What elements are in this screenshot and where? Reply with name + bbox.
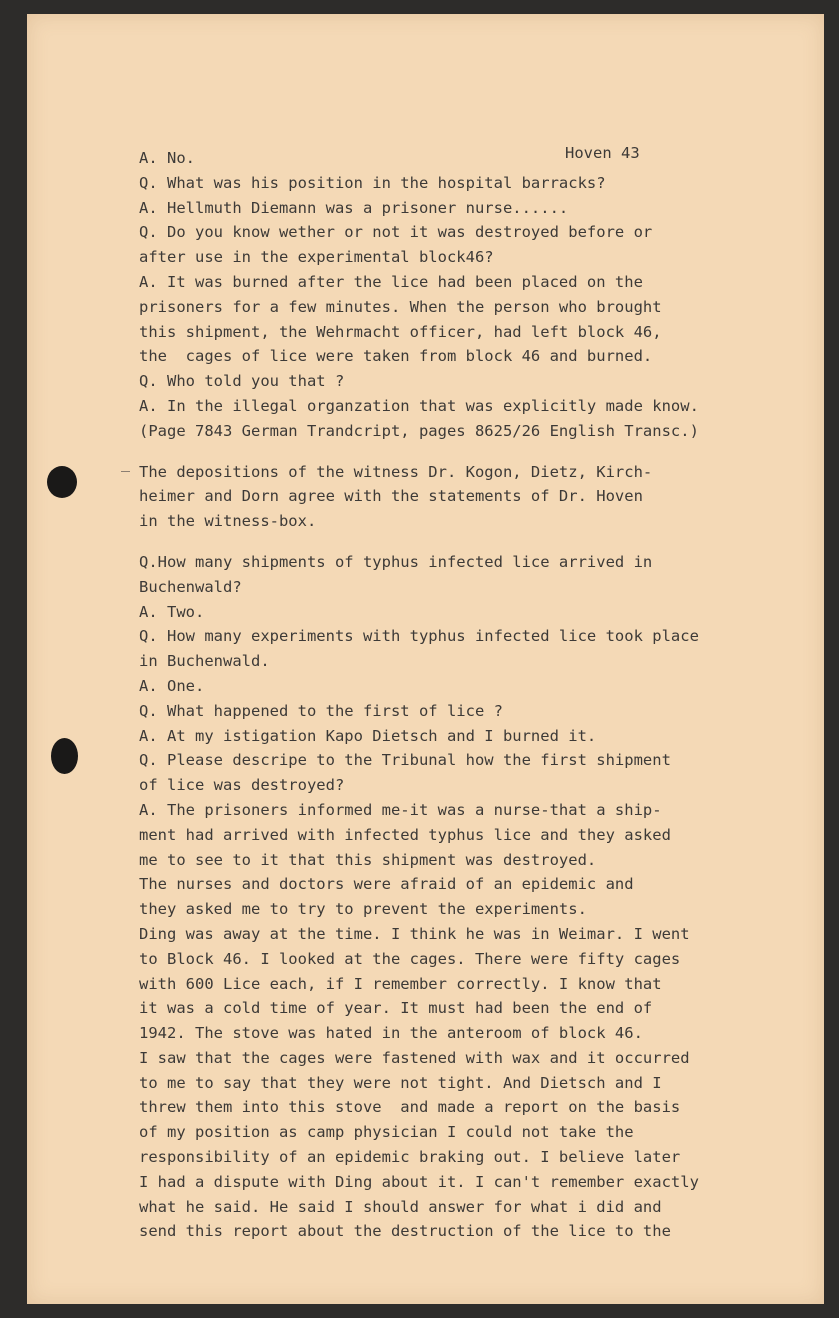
text-line: to me to say that they were not tight. And Dietsch and I [139,1073,662,1092]
text-line: The nurses and doctors were afraid of an epidemic and [139,875,634,894]
text-line: this shipment, the Wehrmacht officer, had left block 46, [139,322,662,341]
text-line: A. Two. [139,602,205,621]
text-line: A. No. [139,149,195,167]
text-line: me to see to it that this shipment was destroyed. [139,850,597,869]
text-line: what he said. He said I should answer for what i did and [139,1197,662,1216]
text-line: Q. What happened to the first of lice ? [139,701,503,720]
text-line: I saw that the cages were fastened with wax and it occurred [139,1048,690,1067]
text-line: in Buchenwald. [139,652,270,671]
text-line: 1942. The stove was hated in the anteroom of block 46. [139,1024,643,1043]
text-line: of lice was destroyed? [139,776,345,795]
paragraph-gap [139,444,699,460]
text-line: Q.How many shipments of typhus infected lice arrived in [139,552,653,571]
text-line: threw them into this stove and made a report on the basis [139,1098,681,1117]
text-line: I had a dispute with Ding about it. I can't remember exactly [139,1172,699,1191]
text-line: The depositions of the witness Dr. Kogon, Dietz, Kirch- [139,462,653,481]
text-line: after use in the experimental block46? [139,248,494,267]
text-line: in the witness-box. [139,512,317,531]
text-line: Q. What was his position in the hospital barracks? [139,173,606,192]
depositions-paragraph [139,460,699,534]
text-line: A. One. [139,676,205,695]
testimony-block-top [139,146,699,444]
text-line: A. It was burned after the lice had been placed on the [139,272,643,291]
text-line: Q. Who told you that ? [139,372,345,391]
text-line: Q. Please descripe to the Tribunal how the first shipment [139,751,671,770]
text-line: prisoners for a few minutes. When the person who brought [139,297,662,316]
text-line: the cages of lice were taken from block 46 and burned. [139,347,653,366]
text-line: (Page 7843 German Trandcript, pages 8625/26 English Transc.) [139,421,699,440]
typed-text [139,146,699,1244]
text-line: A. In the illegal organzation that was explicitly made know. [139,396,699,415]
paragraph-gap [139,534,699,550]
text-line: Q. Do you know wether or not it was destroyed before or [139,223,653,242]
text-line: heimer and Dorn agree with the statements of Dr. Hoven [139,487,643,506]
text-line: ment had arrived with infected typhus lice and they asked [139,825,671,844]
margin-mark [121,471,130,472]
text-line: of my position as camp physician I could not take the [139,1123,634,1142]
text-line: Buchenwald? [139,577,242,596]
text-line: they asked me to try to prevent the experiments. [139,900,587,919]
testimony-block-bottom [139,550,699,1244]
punch-hole-bottom [51,738,78,774]
text-line: Q. How many experiments with typhus infected lice took place [139,627,699,646]
text-line: responsibility of an epidemic braking out. I believe later [139,1148,681,1167]
page-reference: Hoven 43 [565,144,640,162]
text-line: send this report about the destruction of the lice to the [139,1222,671,1241]
text-line: with 600 Lice each, if I remember correctly. I know that [139,974,662,993]
text-line: it was a cold time of year. It must had been the end of [139,999,653,1018]
text-line: A. At my istigation Kapo Dietsch and I burned it. [139,726,597,745]
punch-hole-top [47,466,77,498]
text-line: A. The prisoners informed me-it was a nurse-that a ship- [139,800,662,819]
text-line: Ding was away at the time. I think he was in Weimar. I went [139,924,690,943]
text-line: A. Hellmuth Diemann was a prisoner nurse...... [139,198,569,217]
text-line: to Block 46. I looked at the cages. There were fifty cages [139,949,681,968]
